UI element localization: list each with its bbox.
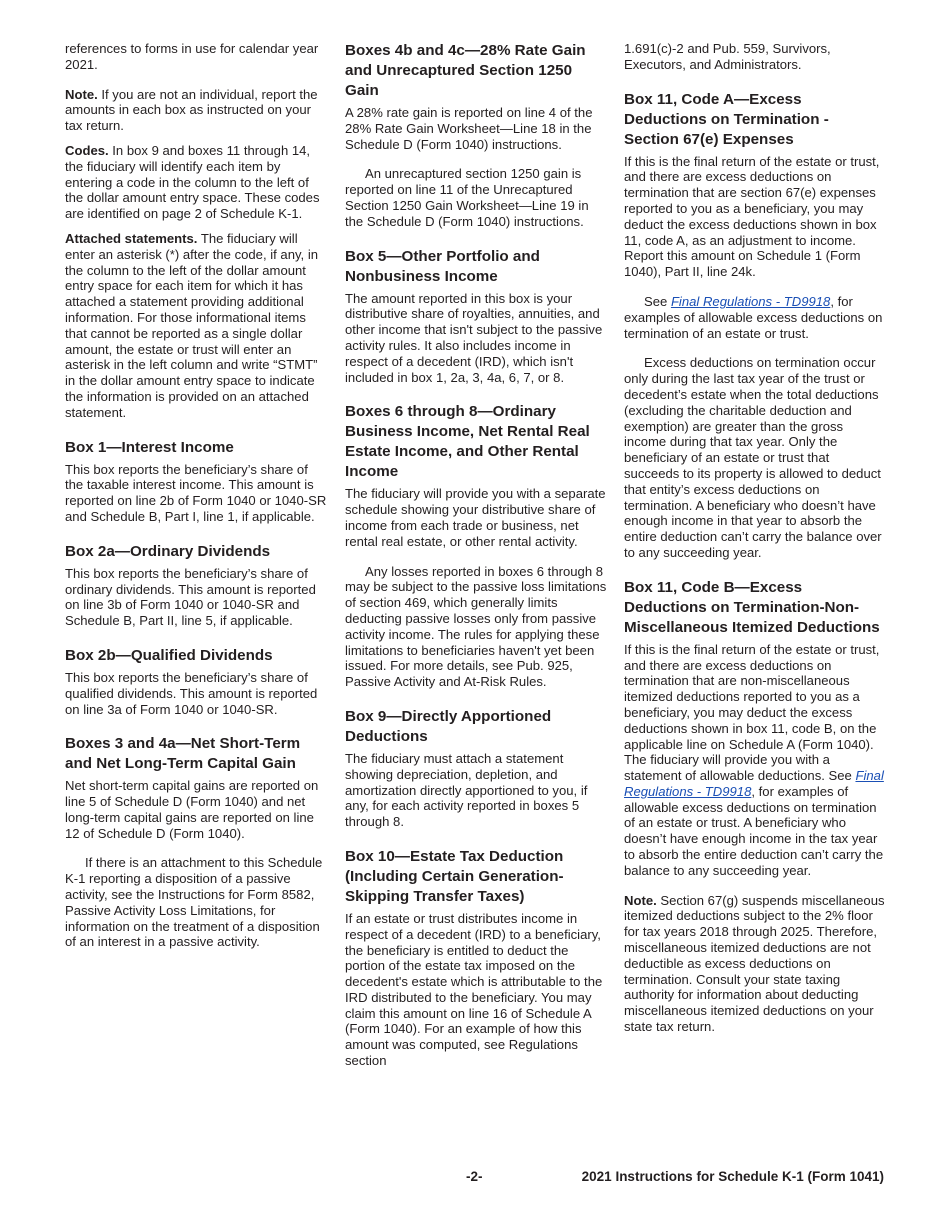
column-right bbox=[624, 41, 886, 1044]
box10-text: If an estate or trust distributes income in respect of a decedent (IRD) to a beneficiary, the beneficiary is entitled to deduct the portion of the estate tax imposed on the decedent's estate which is attributable to the IRD distributed to the beneficiary. You may claim this amount on line 16 of Schedule A (Form 1040). For an example of how this amount was computed, see Regulations section bbox=[345, 910, 603, 1069]
box4b-text: A 28% rate gain is reported on line 4 of the 28% Rate Gain Worksheet—Line 18 in the Schedule D (Form 1040) instructions. bbox=[345, 105, 593, 152]
box11b-text bbox=[624, 642, 886, 879]
box4b-heading: Boxes 4b and 4c—28% Rate Gain and Unrecaptured Section 1250 Gain bbox=[345, 42, 586, 99]
codes-paragraph bbox=[65, 143, 327, 222]
box2a-text: This box reports the beneficiary’s share of ordinary dividends. This amount is reported on line 3b of Form 1040 or 1040-SR and Schedule B, Part II, line 5, if applicable. bbox=[65, 565, 316, 629]
codes-lead: Codes. bbox=[65, 142, 109, 158]
attached-statements-lead: Attached statements. bbox=[65, 230, 198, 246]
paragraph: 1.691(c)-2 and Pub. 559, Survivors, Executors, and Administrators. bbox=[624, 41, 831, 72]
paragraph: references to forms in use for calendar year 2021. bbox=[65, 41, 319, 72]
page-number: -2- bbox=[466, 1169, 483, 1184]
column-left bbox=[65, 41, 327, 959]
see-suffix: , for examples of allowable excess deductions on termination of an estate or trust. bbox=[624, 293, 883, 341]
note-paragraph bbox=[65, 87, 327, 134]
box6-heading: Boxes 6 through 8—Ordinary Business Income, Net Rental Real Estate Income, and Other Rental Income bbox=[345, 403, 590, 481]
note-text-2: Section 67(g) suspends miscellaneous itemized deductions subject to the 2% floor for tax years 2018 through 2025. Therefore, miscellaneous itemized deductions are not deductible as excess deductions on termination. Consult your state taxing authority for information about deducting miscellaneous itemized deductions on your state tax return. bbox=[624, 892, 885, 1035]
box6-text-2: Any losses reported in boxes 6 through 8 may be subject to the passive loss limitations of section 469, which generally limits deducting passive losses only from passive activity income. The rules for applying these limitations to beneficiaries haven't yet been issued. For more details, see Pub. 925, Passive Activity and At-Risk Rules. bbox=[345, 563, 607, 690]
box2b-heading: Box 2b—Qualified Dividends bbox=[65, 646, 273, 664]
box3-text: Net short-term capital gains are reported on line 5 of Schedule D (Form 1040) and net long-term capital gains are reported on line 12 of Schedule D (Form 1040). bbox=[65, 778, 319, 841]
box9-heading: Box 9—Directly Apportioned Deductions bbox=[345, 707, 552, 745]
box3-heading: Boxes 3 and 4a—Net Short-Term and Net Long-Term Capital Gain bbox=[65, 735, 301, 773]
note-text: If you are not an individual, report the amounts in each box as instructed on your tax return. bbox=[65, 86, 318, 134]
box11b-text-a: If this is the final return of the estate or trust, and there are excess deductions on termination that are non-miscellaneous itemized deductions reported to you as a beneficiary, you may deduct the excess deductions shown in box 11, code B, on the applicable line on Schedule A (Form 1040). The fiduciary will provide you with a statement of allowable deductions. See bbox=[624, 641, 880, 784]
box9-text: The fiduciary must attach a statement showing depreciation, depletion, and amortization directly apportioned to you, if any, for each activity reported in boxes 5 through 8. bbox=[345, 750, 588, 830]
box11b-heading: Box 11, Code B—Excess Deductions on Termination-Non-Miscellaneous Itemized Deductions bbox=[624, 578, 880, 636]
box3-text-2: If there is an attachment to this Schedule K-1 reporting a disposition of a passive activity, see the Instructions for Form 8582, Passive Activity Loss Limitations, for information on the treatment of a disposition of an interest in a passive activity. bbox=[65, 855, 323, 950]
page-footer bbox=[0, 1169, 950, 1187]
box10-heading: Box 10—Estate Tax Deduction (Including Certain Generation-Skipping Transfer Taxes) bbox=[345, 847, 564, 905]
see-regulations-paragraph bbox=[624, 294, 886, 341]
codes-text: In box 9 and boxes 11 through 14, the fiduciary will identify each item by entering a code in the column to the left of the dollar amount entry space. These codes are identified on page 2 of Schedule K-1. bbox=[65, 142, 320, 222]
box6-text: The fiduciary will provide you with a separate schedule showing your distributive share of income from each trade or business, net rental real estate, or other rental activity. bbox=[345, 486, 606, 549]
note-paragraph-2 bbox=[624, 893, 886, 1035]
box1-text: This box reports the beneficiary’s share of the taxable interest income. This amount is reported on line 2b of Form 1040 or 1040-SR and Schedule B, Part I, line 1, if applicable. bbox=[65, 461, 327, 524]
final-regulations-link[interactable]: Final Regulations - TD9918 bbox=[670, 293, 831, 309]
document-title: 2021 Instructions for Schedule K-1 (Form 1041) bbox=[581, 1169, 884, 1184]
note-lead-2: Note. bbox=[624, 892, 657, 908]
see-prefix: See bbox=[644, 293, 671, 309]
box11a-text: If this is the final return of the estate or trust, and there are excess deductions on termination that are section 67(e) expenses reported to you as a beneficiary, you may deduct the excess deductions shown in box 11, code A, as an adjustment to income. Report this amount on Schedule 1 (Form 1040), Part II, line 24k. bbox=[624, 153, 880, 280]
box2a-heading: Box 2a—Ordinary Dividends bbox=[65, 542, 271, 560]
box11a-text-3: Excess deductions on termination occur only during the last tax year of the trust or decedent’s estate when the total deductions (excluding the charitable deduction and exemption) are greater than the gross income during that tax year. Only the beneficiary of an estate or trust that succeeds to its property is allowed to deduct that entity’s excess deductions on termination. A beneficiary who doesn’t have enough income in that year to absorb the entire deduction can’t carry the balance over to any succeeding year. bbox=[624, 355, 882, 560]
box2b-text: This box reports the beneficiary’s share of qualified dividends. This amount is reported on line 3a of Form 1040 or 1040-SR. bbox=[65, 669, 318, 717]
attached-statements-text: The fiduciary will enter an asterisk (*) after the code, if any, in the column to the left of the dollar amount entry space for each item for which it has attached a statement providing additional information. For those informational items that cannot be reported as a single dollar amount, the estate or trust will enter an asterisk in the left column and write “STMT” in the dollar amount entry space to indicate the information is provided on an attached statement. bbox=[65, 230, 319, 420]
box1-heading: Box 1—Interest Income bbox=[65, 438, 234, 456]
box11a-heading: Box 11, Code A—Excess Deductions on Termination - Section 67(e) Expenses bbox=[624, 90, 829, 148]
note-lead: Note. bbox=[65, 86, 98, 102]
column-middle bbox=[345, 41, 607, 1078]
box11b-text-b: , for examples of allowable excess deductions on termination of an estate or trust. A beneficiary who doesn’t have enough income in the tax year to absorb the entire deduction can’t carry the balance to any succeeding year. bbox=[624, 783, 884, 878]
attached-statements-paragraph bbox=[65, 231, 327, 421]
box4b-text-2: An unrecaptured section 1250 gain is reported on line 11 of the Unrecaptured Section 1250 Gain Worksheet—Line 19 in the Schedule D (Form 1040) instructions. bbox=[345, 166, 589, 229]
final-regulations-link-2[interactable]: Final Regulations - TD9918 bbox=[624, 768, 884, 799]
box5-text: The amount reported in this box is your distributive share of royalties, annuities, and other income that isn't subject to the passive activity rules. It also includes income in respect of a decedent (IRD), which isn't included in box 1, 2a, 3, 4a, 6, 7, or 8. bbox=[345, 290, 603, 385]
box5-heading: Box 5—Other Portfolio and Nonbusiness Income bbox=[345, 247, 540, 285]
